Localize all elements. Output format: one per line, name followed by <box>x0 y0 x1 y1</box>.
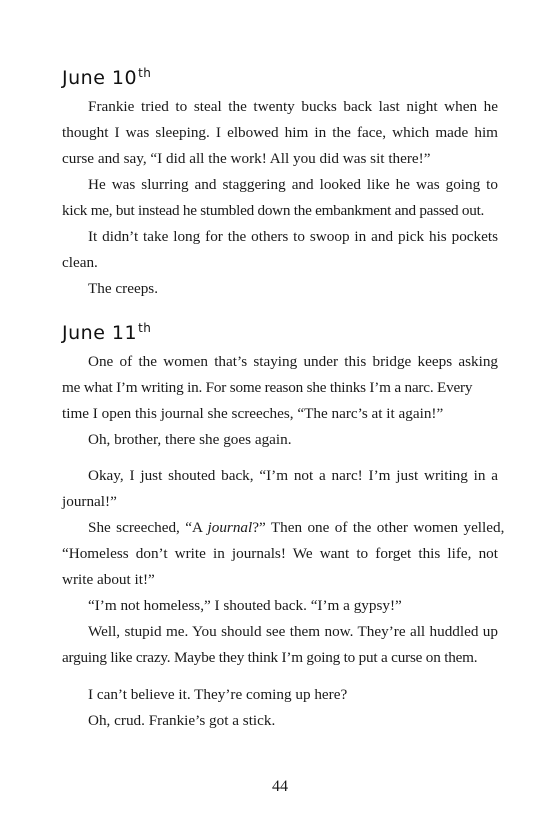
paragraph-line: He was slurring and staggering and looked like he was going to <box>88 176 498 193</box>
paragraph-line: clean. <box>62 254 98 271</box>
paragraph-line: Frankie tried to steal the twenty bucks back last night when he <box>88 98 498 115</box>
date-suffix: th <box>138 321 152 335</box>
paragraph-line: kick me, but instead he stumbled down the embankment and passed out. <box>62 202 485 219</box>
entry-date-heading <box>62 66 151 89</box>
paragraph-line: thought I was sleeping. I elbowed him in the face, which made him <box>62 124 498 141</box>
paragraph-line: Oh, crud. Frankie’s got a stick. <box>88 712 276 729</box>
paragraph-line: “I’m not homeless,” I shouted back. “I’m a gypsy!” <box>88 597 402 614</box>
paragraph-line: curse and say, “I did all the work! All you did was sit there!” <box>62 150 431 167</box>
entry-date-heading <box>62 321 151 344</box>
text-span: ?” Then one of the other women yelled, <box>252 519 505 536</box>
entry-date: June 11 <box>62 322 138 344</box>
paragraph-line: I can’t believe it. They’re coming up here? <box>88 686 348 703</box>
paragraph-line: It didn’t take long for the others to swoop in and pick his pockets <box>88 228 498 245</box>
paragraph-line: me what I’m writing in. For some reason she thinks I’m a narc. Every <box>62 379 473 396</box>
paragraph-line: arguing like crazy. Maybe they think I’m going to put a curse on them. <box>62 649 478 666</box>
page-number: 44 <box>272 778 288 795</box>
date-suffix: th <box>138 66 152 80</box>
paragraph-line: write about it!” <box>62 571 155 588</box>
paragraph-line: The creeps. <box>88 280 158 297</box>
paragraph-line: Well, stupid me. You should see them now. They’re all huddled up <box>88 623 498 640</box>
text-span: She screeched, “A <box>88 519 208 536</box>
paragraph-line: time I open this journal she screeches, “The narc’s at it again!” <box>62 405 444 422</box>
paragraph-line: journal!” <box>62 493 117 510</box>
emphasized-word: journal <box>207 519 253 536</box>
paragraph-line: “Homeless don’t write in journals! We want to forget this life, not <box>62 545 498 562</box>
entry-date: June 10 <box>62 67 138 89</box>
paragraph-line: Okay, I just shouted back, “I’m not a narc! I’m just writing in a <box>88 467 498 484</box>
paragraph-line: Oh, brother, there she goes again. <box>88 431 292 448</box>
paragraph-line <box>88 518 505 538</box>
paragraph-line: One of the women that’s staying under this bridge keeps asking <box>88 353 498 370</box>
